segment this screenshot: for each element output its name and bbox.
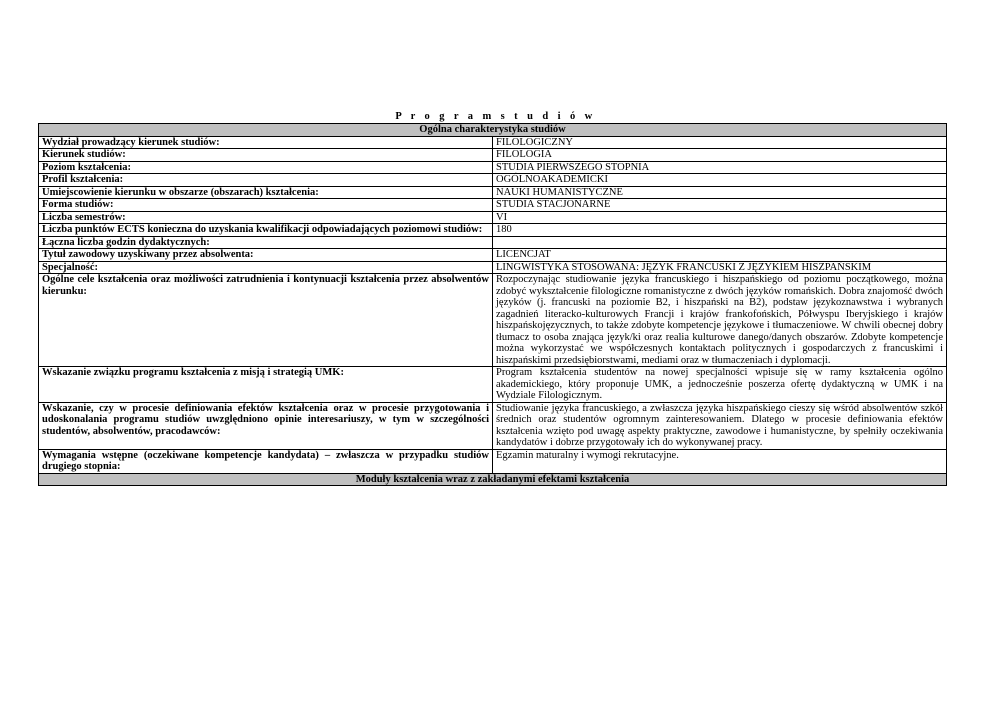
table-row xyxy=(39,274,947,367)
table-row xyxy=(39,236,947,249)
table-row xyxy=(39,367,947,403)
row-label-form: Forma studiów: xyxy=(39,199,493,212)
row-label-mission: Wskazanie związku programu kształcenia z misją i strategią UMK: xyxy=(39,367,493,403)
row-value-profile: OGÓLNOAKADEMICKI xyxy=(493,174,947,187)
row-value-mission: Program kształcenia studentów na nowej specjalności wpisuje się w ramy kształcenia ogólno akademickiego, który proponuje UMK, a jednocześnie poszerza ofertę dydaktyczną w UMK i na Wydziale Filologicznym. xyxy=(493,367,947,403)
table-row xyxy=(39,449,947,473)
table-row xyxy=(39,224,947,237)
row-value-requirements: Egzamin maturalny i wymogi rekrutacyjne. xyxy=(493,449,947,473)
row-value-specialty: LINGWISTYKA STOSOWANA: JĘZYK FRANCUSKI Z JĘZYKIEM HISZPAŃSKIM xyxy=(493,261,947,274)
section-general-header: Ogólna charakterystyka studiów xyxy=(39,124,947,137)
row-value-semesters: VI xyxy=(493,211,947,224)
table-row xyxy=(39,136,947,149)
row-value-stakeholders: Studiowanie języka francuskiego, a zwłaszcza języka hiszpańskiego cieszy się wśród absolwentów szkół średnich oraz studentów ogromnym zainteresowaniem. Dlatego w procesie definiowania efektów kształcenia wzięto pod uwagę aspekty praktyczne, zawodowe i humanistyczne, by spełniły oczekiwania kandydatów i dobrze przygotowały ich do wykonywanej pracy. xyxy=(493,402,947,449)
row-value-level: STUDIA PIERWSZEGO STOPNIA xyxy=(493,161,947,174)
row-label-requirements: Wymagania wstępne (oczekiwane kompetencje kandydata) – zwłaszcza w przypadku studiów drugiego stopnia: xyxy=(39,449,493,473)
row-value-hours xyxy=(493,236,947,249)
row-label-semesters: Liczba semestrów: xyxy=(39,211,493,224)
row-label-area: Umiejscowienie kierunku w obszarze (obszarach) kształcenia: xyxy=(39,186,493,199)
row-label-hours: Łączna liczba godzin dydaktycznych: xyxy=(39,236,493,249)
row-value-ects: 180 xyxy=(493,224,947,237)
section-header-row xyxy=(39,473,947,486)
section-modules-header: Moduły kształcenia wraz z zakładanymi efektami kształcenia xyxy=(39,473,947,486)
document-page xyxy=(38,110,947,486)
row-label-specialty: Specjalność: xyxy=(39,261,493,274)
row-label-stakeholders: Wskazanie, czy w procesie definiowania efektów kształcenia oraz w procesie przygotowania i udoskonalania programu studiów uwzględniono opinie interesariuszy, w tym w szczególności studentów, absolwentów, pracodawców: xyxy=(39,402,493,449)
row-label-faculty: Wydział prowadzący kierunek studiów: xyxy=(39,136,493,149)
program-table xyxy=(38,123,947,486)
row-label-ects: Liczba punktów ECTS konieczna do uzyskania kwalifikacji odpowiadających poziomowi studiów: xyxy=(39,224,493,237)
table-row xyxy=(39,261,947,274)
table-row xyxy=(39,174,947,187)
row-label-profile: Profil kształcenia: xyxy=(39,174,493,187)
row-value-area: NAUKI HUMANISTYCZNE xyxy=(493,186,947,199)
row-value-degree: LICENCJAT xyxy=(493,249,947,262)
document-title: P r o g r a m s t u d i ó w xyxy=(395,111,596,122)
row-value-faculty: FILOLOGICZNY xyxy=(493,136,947,149)
row-label-field: Kierunek studiów: xyxy=(39,149,493,162)
table-row xyxy=(39,186,947,199)
table-row xyxy=(39,249,947,262)
table-row xyxy=(39,161,947,174)
row-value-goals: Rozpoczynając studiowanie języka francuskiego i hiszpańskiego od poziomu początkowego, można zdobyć wykształcenie filologiczne romanistyczne z dwóch języków romańskich. Dobra znajomość dwóch języków (j. francuski na poziomie B2, i hiszpański na B2), podstaw językoznawstwa i wybranych zagadnień literacko-kulturowych Francji i krajów frankofońskich, Półwyspu Iberyjskiego i krajów hiszpańskojęzycznych, to także zdobyte kompetencje językowe i tłumaczeniowe. W chwili obecnej dobry tłumacz to osoba znająca język/ki oraz realia kulturowe danego/danych obszarów. Zdobyte kompetencje można wykorzystać we współczesnych kontaktach politycznych i gospodarczych z francuskimi i hiszpańskimi przedsiębiorstwami, mediami oraz w tłumaczeniach i dyplomacji. xyxy=(493,274,947,367)
row-label-level: Poziom kształcenia: xyxy=(39,161,493,174)
table-row xyxy=(39,211,947,224)
table-row xyxy=(39,402,947,449)
section-header-row xyxy=(39,124,947,137)
row-value-form: STUDIA STACJONARNE xyxy=(493,199,947,212)
row-label-degree: Tytuł zawodowy uzyskiwany przez absolwenta: xyxy=(39,249,493,262)
row-value-field: FILOLOGIA xyxy=(493,149,947,162)
table-row xyxy=(39,199,947,212)
row-label-goals: Ogólne cele kształcenia oraz możliwości zatrudnienia i kontynuacji kształcenia przez absolwentów kierunku: xyxy=(39,274,493,367)
table-row xyxy=(39,149,947,162)
